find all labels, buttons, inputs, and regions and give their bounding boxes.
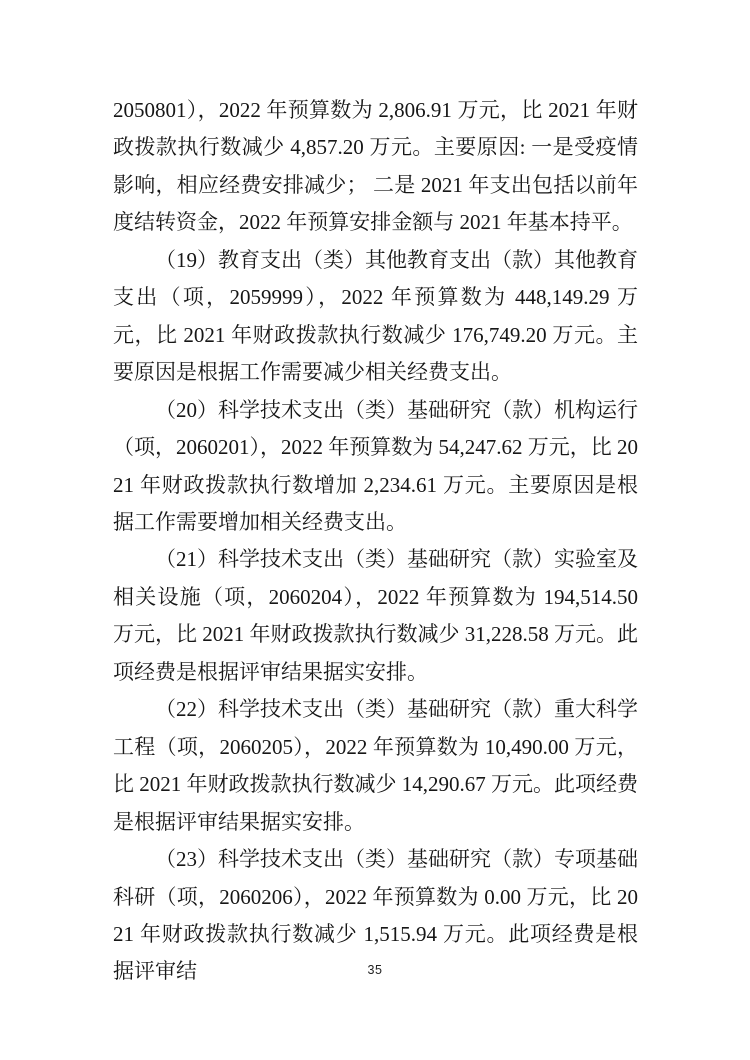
para-item-20: （20）科学技术支出（类）基础研究（款）机构运行（项，2060201），2022 年预算数为 54,247.62 万元，比 2021 年财政拨款执行数增加 2,234.61 万元。主要原因是根据工作需要增加相关经费支出。 [113,397,638,534]
para-item-18-continuation: 2050801），2022 年预算数为 2,806.91 万元，比 2021 年财政拨款执行数减少 4,857.20 万元。主要原因: 一是受疫情影响，相应经费安排减少； 二是 2021 年支出包括以前年度结转资金，2022 年预算安排金额与 2021 年基本持平。 [113,98,638,235]
page-footer [0,961,750,979]
para-item-21: （21）科学技术支出（类）基础研究（款）实验室及相关设施（项，2060204），2022 年预算数为 194,514.50 万元，比 2021 年财政拨款执行数减少 31,228.58 万元。此项经费是根据评审结果据实安排。 [113,547,638,684]
para-item-19: （19）教育支出（类）其他教育支出（款）其他教育支出（项，2059999），2022 年预算数为 448,149.29 万元，比 2021 年财政拨款执行数减少 176,749.20 万元。主要原因是根据工作需要减少相关经费支出。 [113,247,638,385]
document-text-block [113,92,638,991]
page-number: 35 [367,963,383,977]
para-item-23: （23）科学技术支出（类）基础研究（款）专项基础科研（项，2060206），2022 年预算数为 0.00 万元，比 2021 年财政拨款执行数减少 1,515.94 万元。此项经费是根据评审结 [113,847,638,984]
para-item-22: （22）科学技术支出（类）基础研究（款）重大科学工程（项，2060205），2022 年预算数为 10,490.00 万元，比 2021 年财政拨款执行数减少 14,290.67 万元。此项经费是根据评审结果据实安排。 [113,697,638,834]
